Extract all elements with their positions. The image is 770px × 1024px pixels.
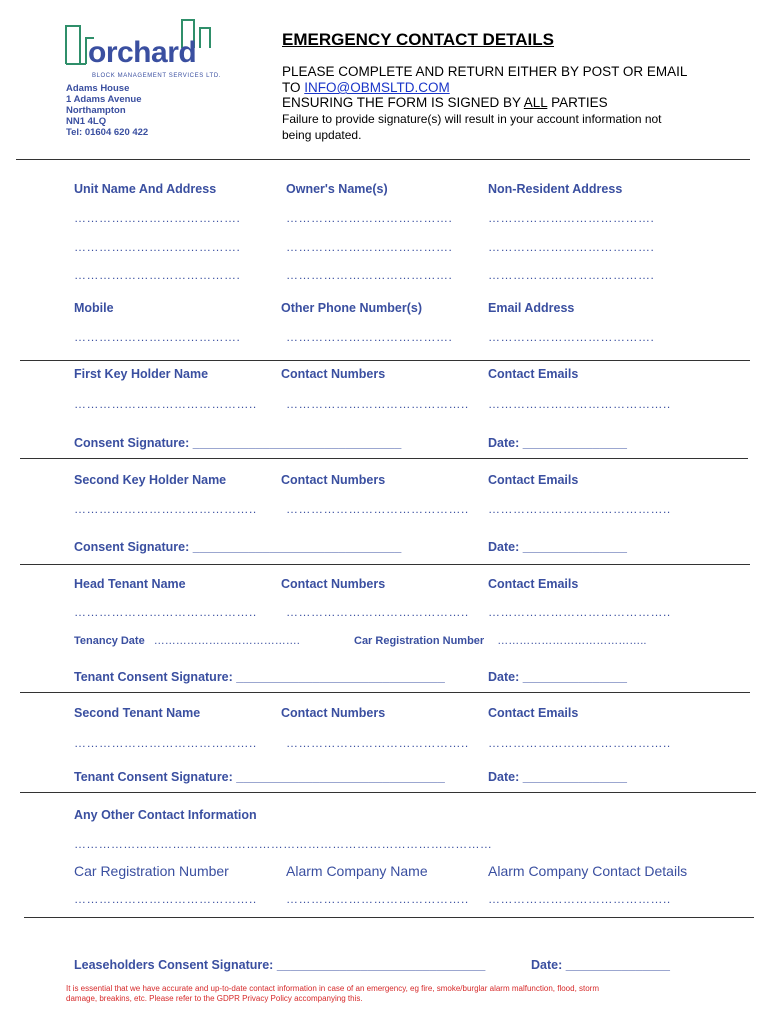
contact-emails-label: Contact Emails [488,367,579,381]
date-field[interactable]: Date: _______________ [488,540,628,554]
car-registration-label: Car Registration Number [74,863,229,879]
address-phone: Tel: 01604 620 422 [66,127,149,138]
footer-notice-line-2: damage, breakins, etc. Please refer to the GDPR Privacy Policy accompanying this. [66,994,363,1003]
contact-numbers-field[interactable]: …………………………………….. [286,605,469,619]
contact-emails-field[interactable]: …………………………………….. [488,605,671,619]
other-contact-info-label: Any Other Contact Information [74,808,257,822]
date-field[interactable]: Date: _______________ [488,436,628,450]
other-contact-info-field[interactable]: ………………………………………………………………………………………… [74,837,493,851]
date-field[interactable]: Date: _______________ [488,670,628,684]
alarm-company-name-label: Alarm Company Name [286,863,428,879]
mobile-field[interactable]: …………………………………. [74,330,241,344]
contact-emails-label: Contact Emails [488,706,579,720]
email-address-field[interactable]: …………………………………. [488,330,655,344]
contact-numbers-field[interactable]: …………………………………….. [286,736,469,750]
alarm-company-details-field[interactable]: …………………………………….. [488,892,671,906]
address-line: NN1 4LQ [66,116,107,127]
non-resident-address-field[interactable]: …………………………………. [488,240,655,254]
mobile-label: Mobile [74,301,114,315]
instruction-suffix: PARTIES [547,95,608,110]
tenancy-date-field[interactable]: …………………………………. [153,635,300,647]
head-tenant-label: Head Tenant Name [74,577,186,591]
unit-address-label: Unit Name And Address [74,182,217,196]
second-tenant-field[interactable]: …………………………………….. [74,736,257,750]
instruction-line-2 [282,80,450,95]
email-link[interactable]: INFO@OBMSLTD.COM [304,80,450,95]
divider [20,564,750,565]
contact-emails-field[interactable]: …………………………………….. [488,736,671,750]
warning-line-2: being updated. [282,128,362,142]
contact-emails-label: Contact Emails [488,577,579,591]
second-key-holder-field[interactable]: …………………………………….. [74,502,257,516]
form-title: EMERGENCY CONTACT DETAILS [282,30,555,49]
car-registration-field[interactable]: ………………………………….. [497,635,647,647]
owners-name-label: Owner's Name(s) [286,182,388,196]
email-address-label: Email Address [488,301,575,315]
contact-emails-field[interactable]: …………………………………….. [488,397,671,411]
address-line: 1 Adams Avenue [66,94,142,105]
tenant-consent-signature-field[interactable]: Tenant Consent Signature: ______________________________ [74,670,445,684]
divider [20,360,750,361]
owners-name-field[interactable]: …………………………………. [286,268,453,282]
car-registration-label: Car Registration Number [354,635,485,647]
divider [24,917,754,918]
car-registration-field[interactable]: …………………………………….. [74,892,257,906]
instruction-line-3 [282,95,608,110]
logo-tagline: BLOCK MANAGEMENT SERVICES LTD. [92,73,222,79]
head-tenant-field[interactable]: …………………………………….. [74,605,257,619]
other-phone-label: Other Phone Number(s) [281,301,422,315]
alarm-company-details-label: Alarm Company Contact Details [488,863,688,879]
contact-numbers-label: Contact Numbers [281,577,386,591]
unit-address-field[interactable]: …………………………………. [74,240,241,254]
non-resident-address-field[interactable]: …………………………………. [488,268,655,282]
tenancy-date-label: Tenancy Date [74,635,145,647]
divider [20,692,750,693]
other-phone-field[interactable]: …………………………………. [286,330,453,344]
second-tenant-label: Second Tenant Name [74,706,201,720]
non-resident-address-field[interactable]: …………………………………. [488,211,655,225]
logo-brand: orchard [88,36,197,69]
contact-numbers-label: Contact Numbers [281,706,386,720]
company-logo [64,18,224,84]
address-line: Northampton [66,105,126,116]
tenant-consent-signature-field[interactable]: Tenant Consent Signature: ______________________________ [74,770,445,784]
tenancy-date-row [74,635,300,647]
first-key-holder-label: First Key Holder Name [74,367,209,381]
divider [20,792,756,793]
address-line: Adams House [66,83,130,94]
instruction-all: ALL [523,95,548,110]
contact-numbers-label: Contact Numbers [281,367,386,381]
warning-line-1: Failure to provide signature(s) will result in your account information not [282,112,662,126]
instruction-prefix: ENSURING THE FORM IS SIGNED BY [282,95,524,110]
contact-numbers-field[interactable]: …………………………………….. [286,502,469,516]
date-field[interactable]: Date: _______________ [531,958,671,972]
non-resident-address-label: Non-Resident Address [488,182,623,196]
leaseholders-consent-signature-field[interactable]: Leaseholders Consent Signature: ______________________________ [74,958,486,972]
company-address [66,83,148,138]
contact-emails-field[interactable]: …………………………………….. [488,502,671,516]
owners-name-field[interactable]: …………………………………. [286,211,453,225]
instruction-to: TO [282,80,305,95]
first-key-holder-field[interactable]: …………………………………….. [74,397,257,411]
contact-emails-label: Contact Emails [488,473,579,487]
contact-numbers-field[interactable]: …………………………………….. [286,397,469,411]
consent-signature-field[interactable]: Consent Signature: ______________________________ [74,540,402,554]
second-key-holder-label: Second Key Holder Name [74,473,227,487]
unit-address-field[interactable]: …………………………………. [74,211,241,225]
alarm-company-name-field[interactable]: …………………………………….. [286,892,469,906]
unit-address-field[interactable]: …………………………………. [74,268,241,282]
divider [16,159,750,160]
divider [20,458,748,459]
consent-signature-field[interactable]: Consent Signature: ______________________________ [74,436,402,450]
car-registration-row [354,635,646,647]
instruction-line-1: PLEASE COMPLETE AND RETURN EITHER BY POST OR EMAIL [282,64,688,79]
footer-notice-line-1: It is essential that we have accurate and up-to-date contact information in case of an emergency, eg fire, smoke/burglar alarm malfunction, flood, storm [66,984,600,993]
date-field[interactable]: Date: _______________ [488,770,628,784]
owners-name-field[interactable]: …………………………………. [286,240,453,254]
contact-numbers-label: Contact Numbers [281,473,386,487]
